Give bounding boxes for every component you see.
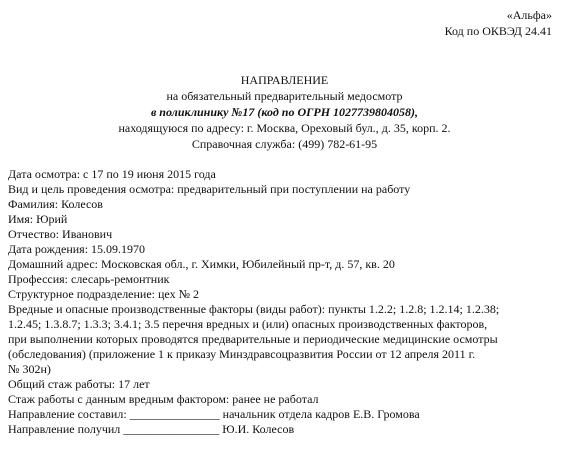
document-heading: НАПРАВЛЕНИЕ	[240, 73, 329, 87]
hazard-experience-field: Стаж работы с данным вредным фактором: ранее не работал	[8, 392, 319, 406]
clinic-address: находящуюся по адресу: г. Москва, Ореховый бул., д. 35, корп. 2.	[118, 121, 451, 135]
hazards-line-1: Вредные и опасные производственные факторы (виды работ): пункты 1.2.2; 1.2.8; 1.2.14; 1.2.38;	[8, 302, 500, 316]
hazards-line-5: № 302н)	[8, 362, 51, 376]
first-name-field: Имя: Юрий	[8, 212, 68, 226]
surname-field: Фамилия: Колесов	[8, 197, 103, 211]
issued-by-signature: Направление составил: _______________ начальник отдела кадров Е.В. Громова	[8, 407, 420, 421]
patronymic-field: Отчество: Иванович	[8, 227, 113, 241]
exam-date: Дата осмотра: с 17 по 19 июня 2015 года	[8, 167, 216, 181]
department-field: Структурное подразделение: цех № 2	[8, 287, 200, 301]
hazards-line-2: 1.2.45; 1.3.8.7; 1.3.3; 3.4.1; 3.5 перечня вредных и (или) опасных производственных факторов,	[8, 317, 488, 331]
received-by-signature: Направление получил ________________ Ю.И. Колесов	[8, 422, 295, 436]
clinic-name: в поликлинику №17 (код по ОГРН 1027739804058),	[150, 105, 419, 119]
exam-type: Вид и цель проведения осмотра: предварительный при поступлении на работу	[8, 182, 411, 196]
total-experience-field: Общий стаж работы: 17 лет	[8, 377, 150, 391]
exam-purpose: на обязательный предварительный медосмотр	[166, 89, 403, 103]
okved-code: Код по ОКВЭД 24.41	[444, 24, 552, 38]
clinic-phone: Справочная служба: (499) 782-61-95	[191, 137, 378, 151]
hazards-line-4: (обследования) (приложение 1 к приказу Минздравсоцразвития России от 12 апреля 2011 г.	[8, 347, 476, 361]
profession-field: Профессия: слесарь-ремонтник	[8, 272, 170, 286]
birth-date-field: Дата рождения: 15.09.1970	[8, 242, 146, 256]
home-address-field: Домашний адрес: Московская обл., г. Химки, Юбилейный пр-т, д. 57, кв. 20	[8, 257, 395, 271]
hazards-line-3: при выполнении которых проводятся предварительные и периодические медицинские осмотры	[8, 332, 498, 346]
organization-name: «Альфа»	[506, 8, 552, 22]
